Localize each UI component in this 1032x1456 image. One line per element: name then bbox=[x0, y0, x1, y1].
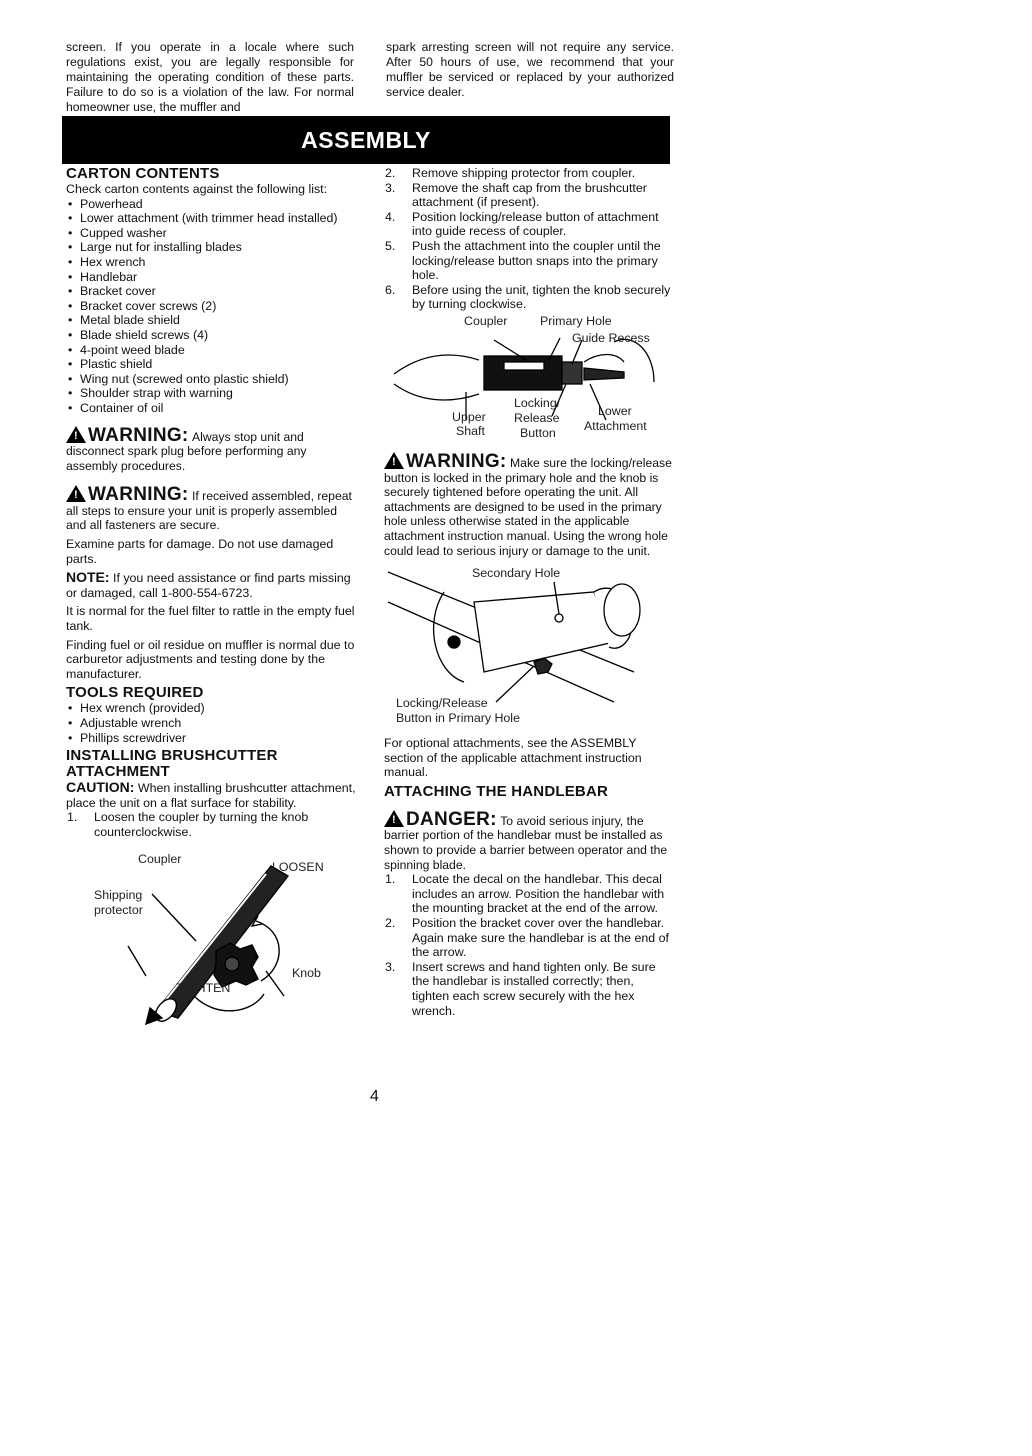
fig2-release-label: Release bbox=[514, 410, 560, 425]
warning-1: !WARNING: Always stop unit and disconnect spark plug before performing any assembly procedures. bbox=[66, 426, 356, 474]
install-steps bbox=[66, 810, 356, 839]
page-number: 4 bbox=[370, 1088, 379, 1105]
fig2-guide-recess-label: Guide Recess bbox=[572, 330, 650, 345]
list-item: 3. Insert screws and hand tighten only. Be sure the handlebar is installed correctly; then, tighten each screw securely with the hex wrench. bbox=[385, 959, 656, 1018]
fig2-upper-label: Upper bbox=[452, 409, 486, 424]
carton-intro: Check carton contents against the following list: bbox=[66, 182, 328, 196]
list-item: • Powerhead bbox=[66, 197, 356, 212]
warning-triangle-icon bbox=[66, 426, 86, 443]
fig2-attachment-label: Attachment bbox=[584, 418, 647, 433]
tools-heading: TOOLS REQUIRED bbox=[66, 684, 204, 702]
note-text: NOTE: If you need assistance or find parts missing or damaged, call 1-800-554-6723. bbox=[66, 569, 351, 600]
list-item: • 4-point weed blade bbox=[66, 343, 356, 358]
fig1-coupler-label: Coupler bbox=[138, 851, 182, 866]
list-item: 2. Position the bracket cover over the handlebar. Again make sure the handlebar is at the end of the arrow. bbox=[385, 916, 669, 960]
section-banner: ASSEMBLY bbox=[62, 116, 670, 164]
list-item: 3. Remove the shaft cap from the brushcutter attachment (if present). bbox=[385, 180, 647, 210]
fig3-button-label: Button in Primary Hole bbox=[396, 711, 520, 726]
list-item: • Adjustable wrench bbox=[66, 716, 356, 731]
secondary-hole-figure bbox=[384, 562, 674, 732]
list-item: • Wing nut (screwed onto plastic shield) bbox=[66, 372, 356, 387]
carton-heading: CARTON CONTENTS bbox=[66, 165, 220, 182]
handlebar-steps bbox=[384, 872, 674, 1018]
residue-text: Finding fuel or oil residue on muffler is normal due to carburetor adjustments and testing done by the manufacturer. bbox=[66, 637, 355, 681]
coupler-knob-figure bbox=[66, 846, 356, 1026]
tools-list bbox=[66, 701, 356, 745]
fuel-filter-text: It is normal for the fuel filter to rattle in the empty fuel tank. bbox=[66, 604, 355, 634]
list-item: • Bracket cover screws (2) bbox=[66, 299, 356, 314]
optional-attachments-text: For optional attachments, see the ASSEMBLY section of the applicable attachment instruction manual. bbox=[384, 736, 642, 780]
danger-triangle-icon bbox=[384, 810, 404, 827]
fig3-locking-release-label: Locking/Release bbox=[396, 696, 488, 711]
list-item: 1. Loosen the coupler by turning the knob counterclockwise. bbox=[67, 810, 309, 839]
fig1-loosen-label: LOOSEN bbox=[272, 859, 324, 874]
list-item: 4. Position locking/release button of attachment into guide recess of coupler. bbox=[385, 209, 659, 239]
fig2-button-label: Button bbox=[520, 425, 556, 440]
top-left-text: screen. If you operate in a locale where such regulations exist, you are legally responsible for maintaining the operating condition of these parts. Failure to do so is a violation of the law. For normal homeowner use, the muffler and bbox=[66, 40, 354, 114]
list-item: • Hex wrench bbox=[66, 255, 356, 270]
list-item: • Blade shield screws (4) bbox=[66, 328, 356, 343]
list-item: • Lower attachment (with trimmer head installed) bbox=[66, 211, 356, 226]
caution-text: CAUTION: When installing brushcutter attachment, place the unit on a flat surface for stability. bbox=[66, 779, 356, 810]
install-heading: INSTALLING BRUSHCUTTER ATTACHMENT bbox=[66, 747, 278, 781]
fig2-locking-label: Locking/ bbox=[514, 395, 561, 410]
coupler-insertion-figure bbox=[384, 312, 674, 450]
list-item: • Large nut for installing blades bbox=[66, 240, 356, 255]
list-item: • Metal blade shield bbox=[66, 313, 356, 328]
left-column bbox=[66, 166, 356, 1026]
top-right-text: spark arresting screen will not require any service. After 50 hours of use, we recommend that your muffler be serviced or replaced by your authorized service dealer. bbox=[386, 40, 674, 99]
list-item: • Shoulder strap with warning bbox=[66, 386, 356, 401]
fig2-shaft-label: Shaft bbox=[456, 423, 485, 438]
fig1-tighten-label: TIGHTEN bbox=[176, 980, 231, 995]
list-item: • Cupped washer bbox=[66, 226, 356, 241]
carton-list bbox=[66, 197, 356, 416]
fig1-protector-label: protector bbox=[94, 902, 143, 917]
list-item: • Phillips screwdriver bbox=[66, 731, 356, 746]
list-item: • Container of oil bbox=[66, 401, 356, 416]
list-item: • Bracket cover bbox=[66, 284, 356, 299]
fig2-coupler-label: Coupler bbox=[464, 313, 508, 328]
examine-text: Examine parts for damage. Do not use damaged parts. bbox=[66, 537, 334, 566]
fig2-primary-hole-label: Primary Hole bbox=[540, 313, 612, 328]
list-item: • Hex wrench (provided) bbox=[66, 701, 356, 716]
warning-3: !WARNING: Make sure the locking/release button is locked in the primary hole and the knob is securely tightened before operating the unit. All attachments are designed to be used in the primary hole unless otherwise stated in the applicable attachment instruction manual. Using the wrong hole could lead to serious injury or damage to the unit. bbox=[384, 452, 674, 558]
fig1-knob-label: Knob bbox=[292, 965, 321, 980]
fig3-secondary-hole-label: Secondary Hole bbox=[472, 566, 561, 581]
list-item: 1. Locate the decal on the handlebar. This decal includes an arrow. Position the handlebar with the mounting bracket at the end of the arrow. bbox=[385, 872, 665, 916]
list-item: 6. Before using the unit, tighten the knob securely by turning clockwise. bbox=[385, 282, 671, 312]
fig2-lower-label: Lower bbox=[598, 403, 632, 418]
install-steps-continued bbox=[384, 166, 674, 312]
list-item: • Handlebar bbox=[66, 270, 356, 285]
list-item: • Plastic shield bbox=[66, 357, 356, 372]
warning-triangle-icon bbox=[384, 452, 404, 469]
handlebar-heading: ATTACHING THE HANDLEBAR bbox=[384, 782, 609, 800]
list-item: 5. Push the attachment into the coupler until the locking/release button snaps into the primary hole. bbox=[385, 238, 661, 283]
warning-2: !WARNING: If received assembled, repeat all steps to ensure your unit is properly assembled and all fasteners are secure. bbox=[66, 485, 356, 533]
danger-text: !DANGER: To avoid serious injury, the barrier portion of the handlebar must be installed as shown to provide a barrier between operator and the spinning blade. bbox=[384, 810, 674, 872]
list-item: 2. Remove shipping protector from coupler. bbox=[385, 166, 636, 180]
warning-triangle-icon bbox=[66, 485, 86, 502]
fig1-shipping-label: Shipping bbox=[94, 887, 143, 902]
right-column bbox=[384, 166, 674, 1018]
